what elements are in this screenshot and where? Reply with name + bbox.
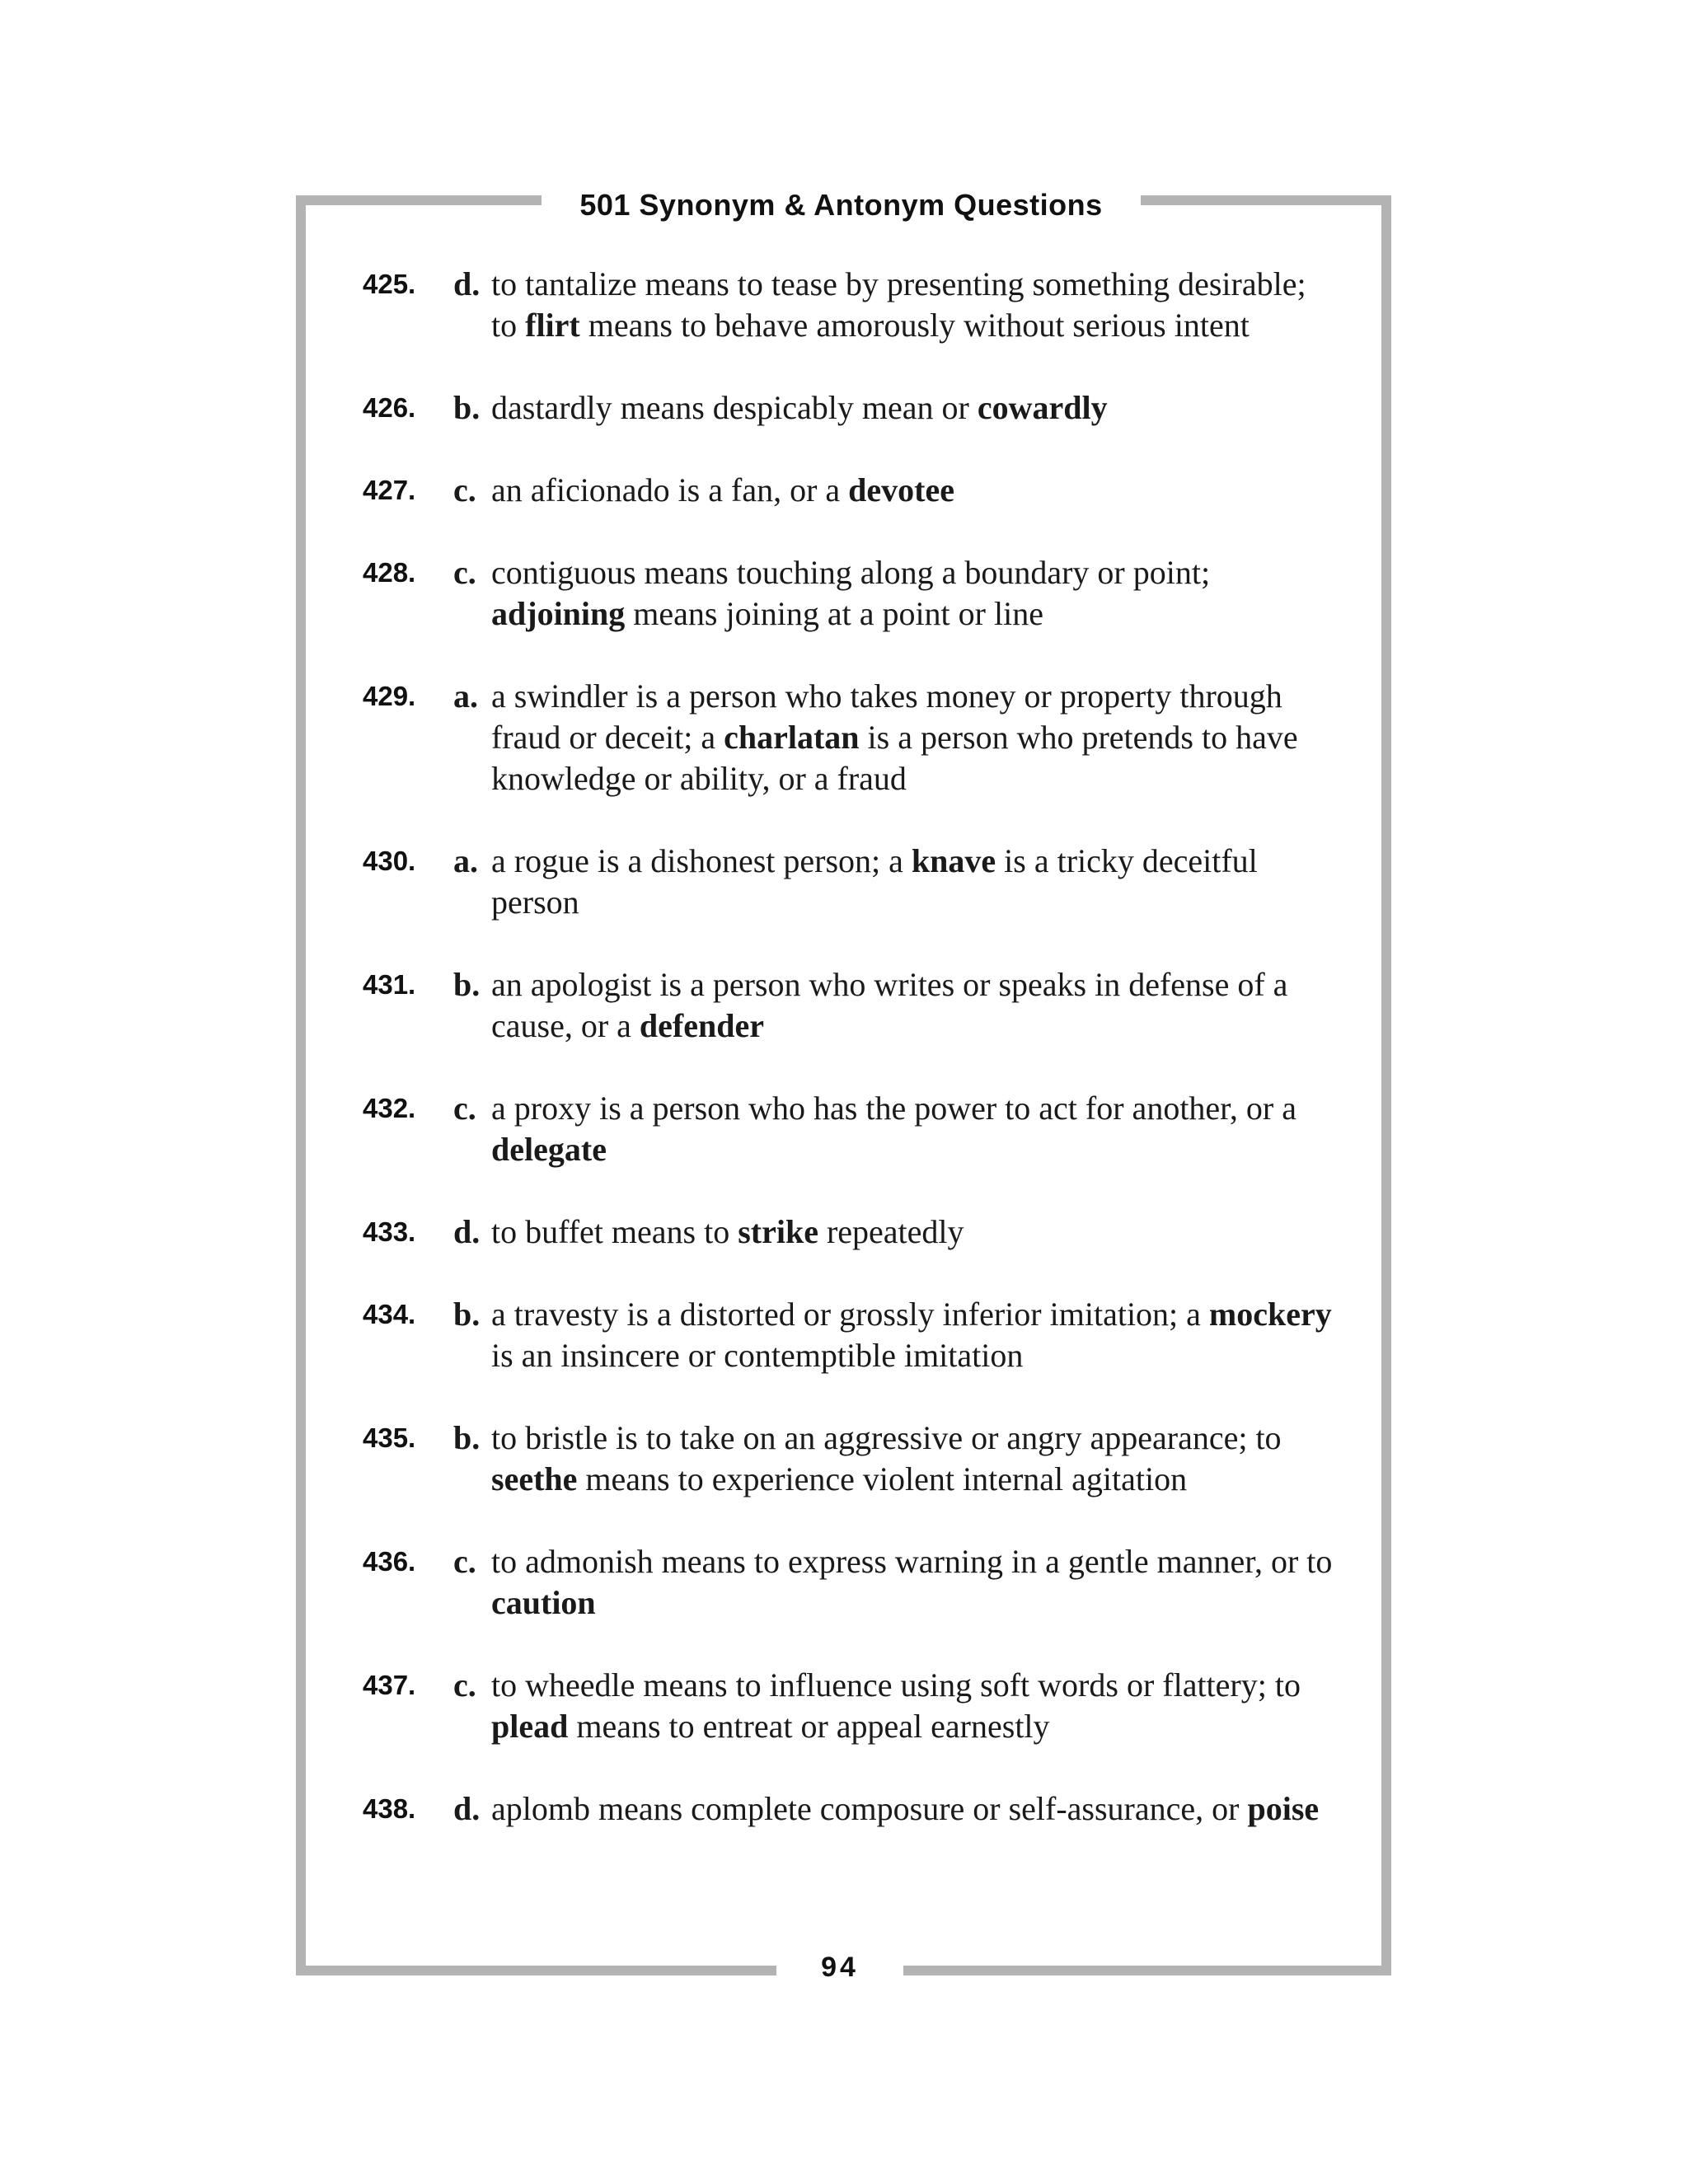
answer-entry: [363, 1788, 1335, 1830]
explanation-text: a travesty is a distorted or grossly inferior imitation; a: [491, 1296, 1209, 1333]
answer-word: plead: [491, 1708, 569, 1745]
answer-explanation: [491, 552, 1335, 635]
answer-letter: a.: [453, 842, 478, 879]
answer-word: defender: [639, 1007, 764, 1044]
answer-word: delegate: [491, 1131, 607, 1168]
explanation-text: means joining at a point or line: [625, 595, 1043, 632]
answer-word: caution: [491, 1584, 596, 1621]
question-number: 433.: [363, 1216, 416, 1247]
question-number: 425.: [363, 269, 416, 299]
answer-explanation: [491, 1212, 1335, 1253]
answer-letter: c.: [453, 554, 476, 591]
answer-word: charlatan: [724, 719, 860, 756]
answer-letter: c.: [453, 1666, 476, 1704]
answer-explanation: [491, 264, 1335, 346]
explanation-text: repeatedly: [818, 1213, 964, 1250]
answer-entry: [363, 964, 1335, 1047]
answer-explanation: [491, 1788, 1335, 1830]
question-number: 427.: [363, 475, 416, 505]
frame-top-right-bar: [1141, 195, 1391, 205]
question-number: 430.: [363, 846, 416, 876]
explanation-text: to tantalize means to tease by presenting something desirable; to: [491, 265, 1306, 344]
answer-entry: [363, 1212, 1335, 1253]
frame-right-bar: [1381, 195, 1391, 1975]
question-number: 432.: [363, 1093, 416, 1123]
answer-letter: d.: [453, 265, 481, 302]
explanation-text: to buffet means to: [491, 1213, 738, 1250]
explanation-text: is a tricky deceitful person: [491, 842, 1258, 921]
explanation-text: to wheedle means to influence using soft words or flattery; to: [491, 1666, 1301, 1704]
question-number: 431.: [363, 969, 416, 1000]
frame-bottom-right-bar: [903, 1966, 1391, 1975]
explanation-text: means to entreat or appeal earnestly: [568, 1708, 1050, 1745]
answer-entry: [363, 552, 1335, 635]
question-number: 429.: [363, 681, 416, 711]
answer-letter: c.: [453, 1090, 476, 1127]
explanation-text: aplomb means complete composure or self-assurance, or: [491, 1790, 1248, 1827]
explanation-text: contiguous means touching along a boundary or point;: [491, 554, 1211, 591]
answer-explanation: [491, 387, 1335, 429]
answer-entry: [363, 1665, 1335, 1747]
answer-word: seethe: [491, 1460, 578, 1497]
answer-entry: [363, 1418, 1335, 1500]
answer-letter: d.: [453, 1790, 481, 1827]
question-number: 437.: [363, 1670, 416, 1700]
answer-letter: b.: [453, 966, 481, 1003]
explanation-text: means to behave amorously without serious intent: [579, 307, 1250, 344]
answer-word: strike: [738, 1213, 818, 1250]
answer-letter: b.: [453, 1419, 481, 1456]
explanation-text: dastardly means despicably mean or: [491, 389, 978, 426]
answer-entry: [363, 470, 1335, 511]
explanation-text: means to experience violent internal agitation: [577, 1460, 1188, 1497]
page-number: 94: [821, 1952, 859, 1983]
answer-word: flirt: [525, 307, 580, 344]
explanation-text: a rogue is a dishonest person; a: [491, 842, 912, 879]
explanation-text: is an insincere or contemptible imitation: [491, 1337, 1024, 1374]
answer-letter: b.: [453, 389, 481, 426]
answer-explanation: [491, 470, 1335, 511]
frame-left-bar: [296, 195, 306, 1975]
answer-word: poise: [1247, 1790, 1320, 1827]
answer-letter: d.: [453, 1213, 481, 1250]
question-number: 428.: [363, 557, 416, 588]
answer-word: adjoining: [491, 595, 626, 632]
answer-explanation: [491, 1665, 1335, 1747]
frame-bottom-left-bar: [296, 1966, 776, 1975]
explanation-text: to admonish means to express warning in a gentle manner, or to: [491, 1543, 1333, 1580]
question-number: 426.: [363, 392, 416, 423]
question-number: 436.: [363, 1546, 416, 1577]
answer-entry: [363, 264, 1335, 346]
answer-explanation: [491, 1294, 1335, 1376]
explanation-text: an aficionado is a fan, or a: [491, 471, 849, 509]
answer-word: devotee: [848, 471, 954, 509]
answer-explanation: [491, 1088, 1335, 1170]
answer-entry: [363, 1294, 1335, 1376]
question-number: 434.: [363, 1299, 416, 1329]
answer-explanation: [491, 676, 1335, 799]
answer-entry: [363, 1088, 1335, 1170]
answer-entry: [363, 387, 1335, 429]
explanation-text: an apologist is a person who writes or speaks in defense of a cause, or a: [491, 966, 1288, 1044]
answer-word: knave: [911, 842, 996, 879]
answer-explanation: [491, 1541, 1335, 1624]
answer-word: cowardly: [977, 389, 1108, 426]
explanation-text: a proxy is a person who has the power to act for another, or a: [491, 1090, 1296, 1127]
explanation-text: to bristle is to take on an aggressive or angry appearance; to: [491, 1419, 1282, 1456]
explanation-text: a swindler is a person who takes money or property through fraud or deceit; a: [491, 677, 1282, 756]
answer-explanation: [491, 1418, 1335, 1500]
answer-explanation: [491, 841, 1335, 923]
answer-entry: [363, 841, 1335, 923]
answer-letter: c.: [453, 471, 476, 509]
explanation-text: is a person who pretends to have knowledge or ability, or a fraud: [491, 719, 1298, 797]
answer-word: mockery: [1208, 1296, 1332, 1333]
question-number: 435.: [363, 1422, 416, 1453]
answer-entry: [363, 676, 1335, 799]
answer-list: [363, 264, 1335, 1871]
page-header-title: 501 Synonym & Antonym Questions: [579, 188, 1103, 222]
answer-explanation: [491, 964, 1335, 1047]
answer-letter: b.: [453, 1296, 481, 1333]
frame-top-left-bar: [296, 195, 542, 205]
question-number: 438.: [363, 1793, 416, 1824]
answer-letter: a.: [453, 677, 478, 715]
answer-letter: c.: [453, 1543, 476, 1580]
answer-entry: [363, 1541, 1335, 1624]
